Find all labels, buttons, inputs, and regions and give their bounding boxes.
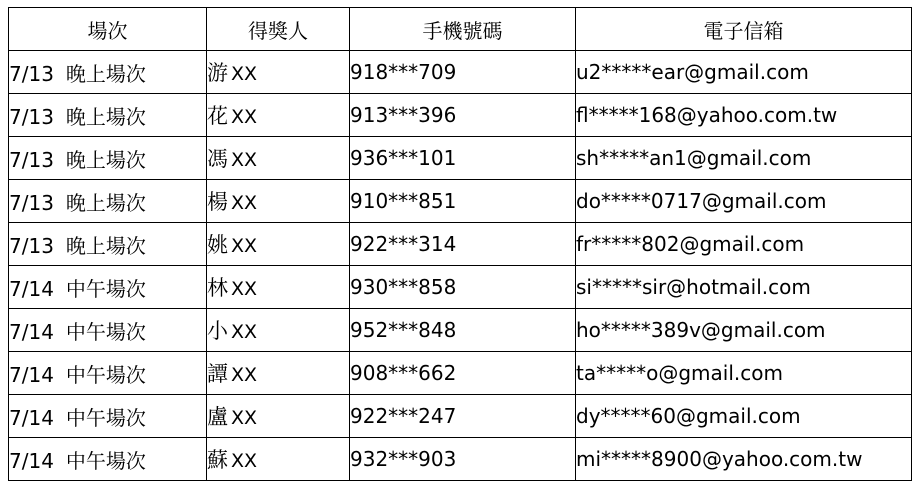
winner-mask: XX (231, 321, 258, 343)
session-cell (9, 309, 207, 352)
table-row (9, 94, 912, 137)
email-cell: dy*****60@gmail.com (576, 395, 912, 438)
session-date: 7/14 (9, 448, 54, 473)
session-name: 晚上場次 (65, 190, 146, 215)
email-cell: ta*****o@gmail.com (576, 352, 912, 395)
session-date: 7/13 (9, 233, 54, 258)
session-date: 7/14 (9, 362, 54, 387)
winner-surname: 林 (207, 276, 228, 300)
header-session: 場次 (9, 8, 207, 51)
table-row (9, 223, 912, 266)
phone-cell: 930***858 (350, 266, 576, 309)
table-row (9, 180, 912, 223)
email-cell: fr*****802@gmail.com (576, 223, 912, 266)
winner-surname: 小 (207, 319, 228, 343)
session-name: 晚上場次 (65, 104, 146, 129)
table-row (9, 438, 912, 481)
winner-surname: 楊 (207, 190, 228, 214)
winner-mask: XX (231, 278, 258, 300)
session-cell (9, 395, 207, 438)
winner-cell (207, 395, 350, 438)
session-date: 7/14 (9, 276, 54, 301)
winner-mask: XX (231, 364, 258, 386)
winner-mask: XX (231, 192, 258, 214)
winner-cell (207, 94, 350, 137)
session-cell (9, 352, 207, 395)
session-cell (9, 94, 207, 137)
winner-surname: 譚 (207, 362, 228, 386)
winner-cell (207, 266, 350, 309)
email-cell: ho*****389v@gmail.com (576, 309, 912, 352)
table-row (9, 395, 912, 438)
winner-mask: XX (231, 149, 258, 171)
session-name: 中午場次 (65, 276, 146, 301)
table-row (9, 137, 912, 180)
header-phone: 手機號碼 (350, 8, 576, 51)
phone-cell: 922***247 (350, 395, 576, 438)
winner-mask: XX (231, 450, 258, 472)
email-cell: do*****0717@gmail.com (576, 180, 912, 223)
session-cell (9, 438, 207, 481)
phone-cell: 908***662 (350, 352, 576, 395)
session-date: 7/13 (9, 147, 54, 172)
session-name: 晚上場次 (65, 147, 146, 172)
phone-cell: 910***851 (350, 180, 576, 223)
session-cell (9, 223, 207, 266)
session-name: 中午場次 (65, 319, 146, 344)
phone-cell: 913***396 (350, 94, 576, 137)
session-date: 7/13 (9, 190, 54, 215)
phone-cell: 922***314 (350, 223, 576, 266)
table-row (9, 51, 912, 94)
phone-cell: 918***709 (350, 51, 576, 94)
header-email: 電子信箱 (576, 8, 912, 51)
table-row (9, 266, 912, 309)
header-winner: 得獎人 (207, 8, 350, 51)
email-cell: mi*****8900@yahoo.com.tw (576, 438, 912, 481)
phone-cell: 932***903 (350, 438, 576, 481)
winner-cell (207, 309, 350, 352)
session-date: 7/14 (9, 405, 54, 430)
winner-cell (207, 438, 350, 481)
email-cell: si*****sir@hotmail.com (576, 266, 912, 309)
session-cell (9, 51, 207, 94)
session-cell (9, 137, 207, 180)
winner-mask: XX (231, 407, 258, 429)
winner-mask: XX (231, 106, 258, 128)
winner-mask: XX (231, 235, 258, 257)
winner-surname: 蘇 (207, 448, 228, 472)
winner-surname: 姚 (207, 233, 228, 257)
phone-cell: 952***848 (350, 309, 576, 352)
session-date: 7/14 (9, 319, 54, 344)
winner-surname: 游 (207, 61, 228, 85)
session-cell (9, 180, 207, 223)
winner-surname: 馮 (207, 147, 228, 171)
table-row (9, 352, 912, 395)
table-row (9, 309, 912, 352)
session-name: 中午場次 (65, 405, 146, 430)
session-name: 中午場次 (65, 362, 146, 387)
session-name: 晚上場次 (65, 61, 146, 86)
session-name: 中午場次 (65, 448, 146, 473)
winner-cell (207, 51, 350, 94)
winner-cell (207, 180, 350, 223)
session-name: 晚上場次 (65, 233, 146, 258)
winners-table (8, 7, 912, 481)
email-cell: sh*****an1@gmail.com (576, 137, 912, 180)
winner-surname: 盧 (207, 405, 228, 429)
email-cell: u2*****ear@gmail.com (576, 51, 912, 94)
phone-cell: 936***101 (350, 137, 576, 180)
session-date: 7/13 (9, 61, 54, 86)
winner-cell (207, 137, 350, 180)
session-cell (9, 266, 207, 309)
winner-surname: 花 (207, 104, 228, 128)
winner-cell (207, 352, 350, 395)
email-cell: fl*****168@yahoo.com.tw (576, 94, 912, 137)
winner-cell (207, 223, 350, 266)
session-date: 7/13 (9, 104, 54, 129)
header-row (9, 8, 912, 51)
winner-mask: XX (231, 63, 258, 85)
